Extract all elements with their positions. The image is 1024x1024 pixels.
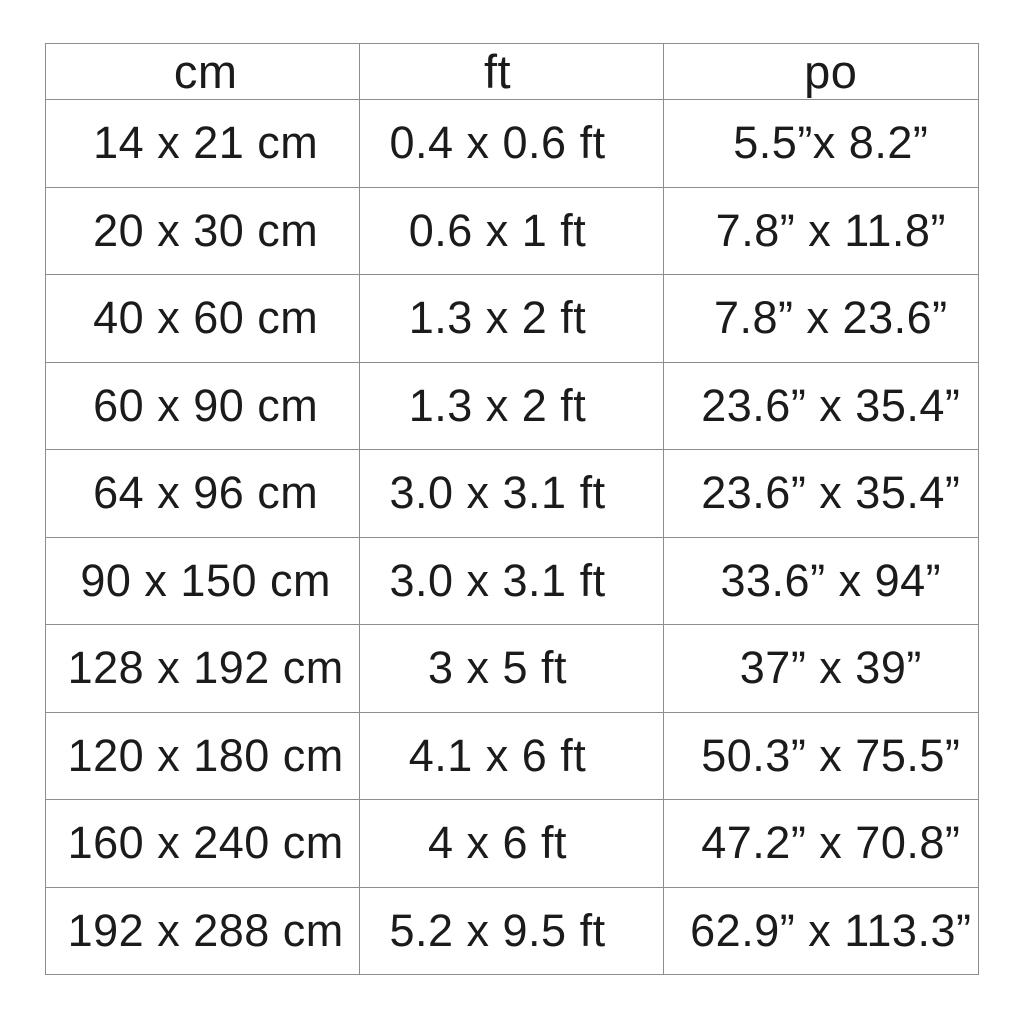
cell-po bbox=[663, 362, 978, 450]
table-row bbox=[46, 187, 979, 275]
cell-ft bbox=[360, 537, 663, 625]
cell-cm bbox=[46, 187, 360, 275]
cell-cm-value: 14 x 21 cm bbox=[93, 117, 319, 169]
cell-ft-value: 3.0 x 3.1 ft bbox=[389, 554, 606, 606]
cell-po bbox=[663, 275, 978, 363]
cell-ft bbox=[360, 625, 663, 713]
cell-ft-value: 4.1 x 6 ft bbox=[408, 729, 587, 781]
cell-ft bbox=[360, 275, 663, 363]
cell-po-value: 62.9” x 113.3” bbox=[690, 904, 972, 956]
cell-cm-value: 40 x 60 cm bbox=[93, 292, 319, 344]
cell-po-value: 23.6” x 35.4” bbox=[701, 467, 961, 519]
cell-cm bbox=[46, 537, 360, 625]
table-row bbox=[46, 887, 979, 975]
cell-cm-value: 64 x 96 cm bbox=[93, 467, 319, 519]
cell-ft bbox=[360, 362, 663, 450]
cell-cm bbox=[46, 887, 360, 975]
column-header-ft bbox=[360, 44, 663, 100]
cell-po bbox=[663, 537, 978, 625]
cell-cm-value: 60 x 90 cm bbox=[93, 379, 319, 431]
cell-ft bbox=[360, 887, 663, 975]
table-row bbox=[46, 450, 979, 538]
cell-cm bbox=[46, 100, 360, 188]
cell-ft bbox=[360, 100, 663, 188]
cell-po-value: 37” x 39” bbox=[739, 642, 922, 694]
cell-cm-value: 160 x 240 cm bbox=[67, 817, 344, 869]
table-row bbox=[46, 537, 979, 625]
table-row bbox=[46, 275, 979, 363]
cell-ft-value: 1.3 x 2 ft bbox=[408, 379, 587, 431]
cell-po bbox=[663, 712, 978, 800]
column-header-cm-label: cm bbox=[173, 45, 238, 98]
cell-po bbox=[663, 887, 978, 975]
cell-cm bbox=[46, 625, 360, 713]
cell-ft-value: 0.6 x 1 ft bbox=[408, 204, 587, 256]
cell-cm bbox=[46, 800, 360, 888]
cell-po-value: 23.6” x 35.4” bbox=[701, 379, 961, 431]
cell-po-value: 5.5”x 8.2” bbox=[733, 117, 929, 169]
cell-po-value: 7.8” x 23.6” bbox=[714, 292, 948, 344]
cell-cm-value: 192 x 288 cm bbox=[67, 904, 344, 956]
column-header-ft-label: ft bbox=[483, 45, 512, 98]
header-row bbox=[46, 44, 979, 100]
cell-ft bbox=[360, 187, 663, 275]
cell-po-value: 33.6” x 94” bbox=[720, 554, 942, 606]
cell-po-value: 50.3” x 75.5” bbox=[701, 729, 961, 781]
cell-ft bbox=[360, 450, 663, 538]
table-row bbox=[46, 362, 979, 450]
cell-cm-value: 128 x 192 cm bbox=[67, 642, 344, 694]
cell-ft bbox=[360, 712, 663, 800]
table-row bbox=[46, 712, 979, 800]
size-conversion-table-container bbox=[45, 43, 979, 975]
table-row bbox=[46, 800, 979, 888]
cell-ft-value: 3.0 x 3.1 ft bbox=[389, 467, 606, 519]
table-row bbox=[46, 100, 979, 188]
table-row bbox=[46, 625, 979, 713]
size-conversion-table bbox=[45, 43, 979, 975]
column-header-po-label: po bbox=[804, 45, 858, 98]
cell-cm-value: 120 x 180 cm bbox=[67, 729, 344, 781]
cell-ft-value: 0.4 x 0.6 ft bbox=[389, 117, 606, 169]
cell-ft-value: 1.3 x 2 ft bbox=[408, 292, 587, 344]
cell-po bbox=[663, 450, 978, 538]
cell-cm-value: 90 x 150 cm bbox=[80, 554, 332, 606]
cell-po bbox=[663, 100, 978, 188]
cell-po bbox=[663, 800, 978, 888]
cell-cm bbox=[46, 450, 360, 538]
cell-ft-value: 4 x 6 ft bbox=[427, 817, 568, 869]
column-header-po bbox=[663, 44, 978, 100]
cell-cm bbox=[46, 275, 360, 363]
cell-cm-value: 20 x 30 cm bbox=[93, 204, 319, 256]
cell-ft bbox=[360, 800, 663, 888]
cell-po-value: 7.8” x 11.8” bbox=[715, 204, 946, 256]
cell-ft-value: 5.2 x 9.5 ft bbox=[389, 904, 606, 956]
column-header-cm bbox=[46, 44, 360, 100]
cell-po bbox=[663, 187, 978, 275]
cell-ft-value: 3 x 5 ft bbox=[427, 642, 568, 694]
cell-cm bbox=[46, 362, 360, 450]
cell-po-value: 47.2” x 70.8” bbox=[701, 817, 961, 869]
cell-cm bbox=[46, 712, 360, 800]
cell-po bbox=[663, 625, 978, 713]
